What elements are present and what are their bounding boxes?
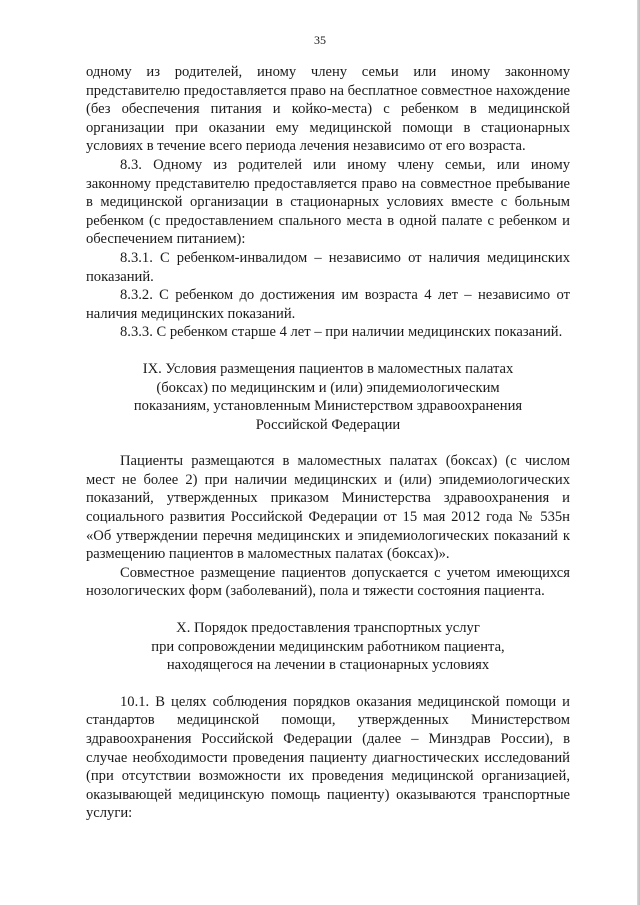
section-10-heading-line: X. Порядок предоставления транспортных услуг [176, 620, 480, 637]
section-9-heading-line: (боксах) по медицинским и (или) эпидемиологическим [156, 379, 500, 396]
paragraph-continuation: одному из родителей, иному члену семьи или иному законному представителю предоставляется право на бесплатное совместное нахождение (без обеспечения питания и койко-места) с ребенком в медицинской организации при оказании ему медицинской помощи в стационарных условиях в течение всего периода лечения независимо от его возраста. [86, 64, 570, 155]
section-9-heading-line: IX. Условия размещения пациентов в маломестных палатах [142, 360, 514, 377]
document-body [86, 63, 570, 823]
paragraph-8-3: 8.3. Одному из родителей или иному члену семьи, или иному законному представителю предоставляется право на совместное пребывание в медицинской организации в стационарных условиях вместе с больным ребенком (с предоставлением спального места в одной палате с ребенком и обеспечением питанием): [86, 156, 570, 248]
section-9-heading-line: Российской Федерации [255, 416, 401, 433]
section-9-paragraph: Пациенты размещаются в маломестных палатах (боксах) (с числом мест не более 2) при наличии медицинских и (или) эпидемиологических показаний, утвержденных приказом Министерства здравоохранения и социального развития Российской Федерации от 15 мая 2012 года № 535н «Об утверждении перечня медицинских и эпидемиологических показаний к размещению пациентов в маломестных палатах (боксах)». [86, 453, 570, 563]
paragraph-8-3-3: 8.3.3. С ребенком старше 4 лет – при наличии медицинских показаний. [120, 324, 563, 341]
section-10-heading-line: при сопровождении медицинским работником пациента, [151, 638, 505, 655]
paragraph-8-3-1: 8.3.1. С ребенком-инвалидом – независимо от наличия медицинских показаний. [86, 249, 570, 285]
section-9-paragraph: Совместное размещение пациентов допускается с учетом имеющихся нозологических форм (заболеваний), пола и тяжести состояния пациента. [86, 564, 570, 600]
page-number: 35 [314, 33, 326, 47]
section-9-heading [86, 360, 570, 434]
section-9-heading-line: показаниям, установленным Министерством здравоохранения [133, 398, 523, 415]
paragraph-10-1: 10.1. В целях соблюдения порядков оказания медицинской помощи и стандартов медицинской помощи, утвержденных Министерством здравоохранения Российской Федерации (далее – Минздрав России), в случае необходимости проведения пациенту диагностических исследований (при отсутствии возможности их проведения медицинской организацией, оказывающей медицинскую помощь пациенту) оказываются транспортные услуги: [86, 693, 570, 822]
section-10-heading-line: находящегося на лечении в стационарных условиях [166, 657, 490, 674]
section-10-heading [86, 619, 570, 675]
paragraph-8-3-2: 8.3.2. С ребенком до достижения им возраста 4 лет – независимо от наличия медицинских показаний. [86, 287, 570, 322]
